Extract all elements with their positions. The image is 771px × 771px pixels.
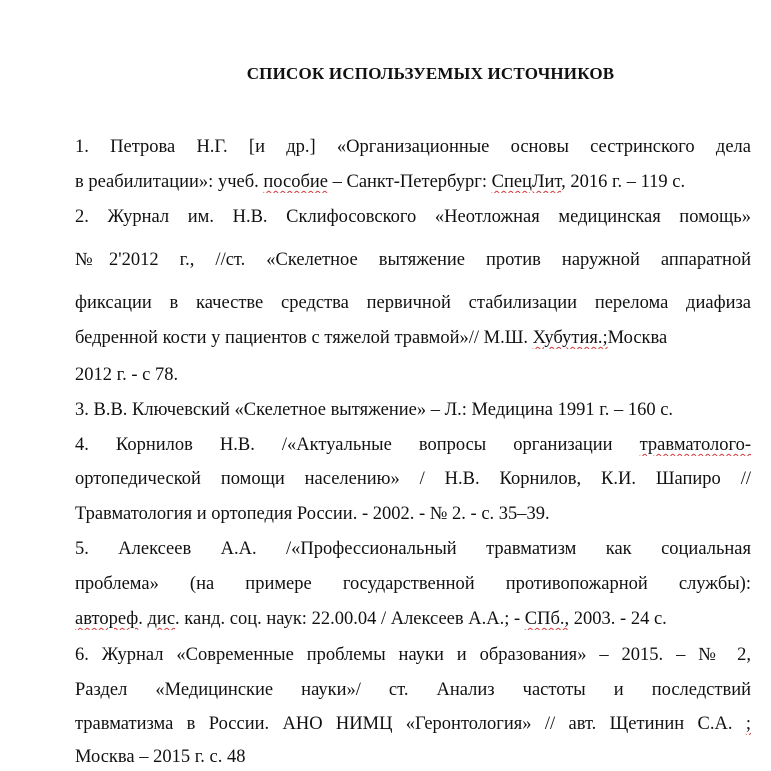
reference-line-4 <box>75 249 751 271</box>
reference-line-17 <box>75 713 751 735</box>
text-segment: Травматология и ортопедия России. - 2002. - № 2. - с. 35–39. <box>75 504 550 524</box>
spellcheck-marked-word: дис <box>147 609 176 629</box>
reference-line-15 <box>75 644 751 666</box>
text-segment: 4. Корнилов Н.В. /«Актуальные вопросы организации <box>75 435 640 455</box>
reference-line-1 <box>75 136 751 158</box>
text-segment: , 2016 г. – 119 с. <box>561 172 686 192</box>
text-segment: 6. Журнал «Современные проблемы науки и образования» – 2015. – № 2, <box>75 645 751 665</box>
reference-line-13 <box>75 573 751 595</box>
text-segment: фиксации в качестве средства первичной стабилизации перелома диафиза <box>75 293 751 313</box>
text-segment: Москва <box>607 328 668 348</box>
reference-line-5 <box>75 292 751 314</box>
text-segment: ортопедической помощи населению» / Н.В. Корнилов, К.И. Шапиро // <box>75 469 751 489</box>
text-segment: Раздел «Медицинские науки»/ ст. Анализ частоты и последствий <box>75 680 751 700</box>
reference-line-12 <box>75 538 751 560</box>
text-segment: Москва – 2015 г. с. 48 <box>75 747 246 767</box>
spellcheck-marked-word: ; <box>745 714 751 734</box>
text-segment: . канд. соц. наук: 22.00.04 / Алексеев А.А.; - <box>175 609 525 629</box>
spellcheck-marked-word: Хубутия.; <box>532 328 608 348</box>
text-segment: 3. В.В. Ключевский «Скелетное вытяжение» – Л.: Медицина 1991 г. – 160 с. <box>75 400 674 420</box>
reference-line-16 <box>75 679 751 701</box>
spellcheck-marked-word: травматолого- <box>639 435 751 455</box>
text-segment: 2012 г. - с 78. <box>75 365 179 385</box>
reference-line-2 <box>75 171 751 193</box>
spellcheck-marked-word: СпецЛит <box>491 172 562 192</box>
text-segment: 5. Алексеев А.А. /«Профессиональный травматизм как социальная <box>75 539 751 559</box>
spellcheck-marked-word: СПб., <box>524 609 570 629</box>
text-segment: бедренной кости у пациентов с тяжелой травмой»// М.Ш. <box>75 328 533 348</box>
text-segment: травматизма в России. АНО НИМЦ «Геронтология» // авт. Щетинин С.А. <box>75 714 746 734</box>
reference-line-10 <box>75 468 751 490</box>
reference-line-11 <box>75 503 751 525</box>
spellcheck-marked-word: автореф <box>75 609 139 629</box>
reference-line-3 <box>75 206 751 228</box>
page-title: СПИСОК ИСПОЛЬЗУЕМЫХ ИСТОЧНИКОВ <box>246 64 615 83</box>
text-segment: – Санкт-Петербург: <box>327 172 492 192</box>
text-segment: в реабилитации»: учеб. <box>75 172 264 192</box>
text-segment: 2003. - 24 с. <box>569 609 667 629</box>
text-segment: . <box>138 609 148 629</box>
reference-line-18 <box>75 746 751 768</box>
text-segment: 2. Журнал им. Н.В. Склифосовского «Неотложная медицинская помощь» <box>75 207 751 227</box>
text-segment: №2'2012 г., //ст. «Скелетное вытяжение против наружной аппаратной <box>75 250 751 270</box>
text-segment: проблема» (на примере государственной противопожарной службы): <box>75 574 751 594</box>
reference-line-8 <box>75 399 751 421</box>
reference-line-9 <box>75 434 751 456</box>
reference-line-7 <box>75 364 751 386</box>
spellcheck-marked-word: пособие <box>263 172 328 192</box>
text-segment: 1. Петрова Н.Г. [и др.] «Организационные основы сестринского дела <box>75 137 751 157</box>
reference-line-6 <box>75 327 751 349</box>
reference-line-14 <box>75 608 751 630</box>
